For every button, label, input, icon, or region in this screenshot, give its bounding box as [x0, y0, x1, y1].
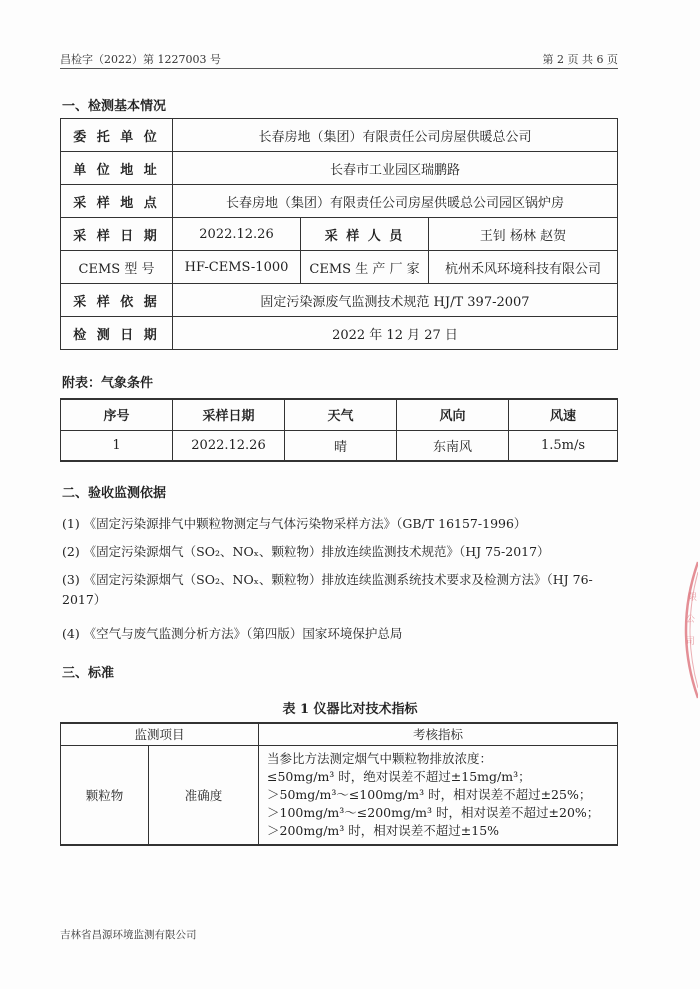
- footer-org: 吉林省昌源环境监测有限公司: [60, 929, 197, 941]
- criteria-line: ≤50mg/m³ 时，绝对误差不超过±15mg/m³；: [267, 768, 531, 784]
- table-cell: 1.5m/s: [509, 430, 618, 461]
- address-value: 长春市工业园区瑞鹏路: [173, 152, 618, 185]
- weather-table: [60, 398, 618, 462]
- sampling-date-value: 2022.12.26: [173, 218, 301, 251]
- monitoring-item: 颗粒物: [61, 745, 149, 845]
- test-date-value: 2022 年 12 月 27 日: [173, 317, 618, 350]
- client-value: 长春房地（集团）有限责任公司房屋供暖总公司: [173, 119, 618, 152]
- table-row: [61, 218, 618, 251]
- criteria-cell: [259, 745, 618, 845]
- client-label: 委 托 单 位: [61, 119, 173, 152]
- test-date-label: 检 测 日 期: [61, 317, 173, 350]
- column-header: 序号: [61, 399, 173, 430]
- table-cell: 东南风: [397, 430, 509, 461]
- table-row: [61, 251, 618, 284]
- svg-text:限: 限: [688, 593, 698, 603]
- page-number: 第 2 页 共 6 页: [542, 53, 618, 66]
- table-cell: 2022.12.26: [173, 430, 285, 461]
- column-header: 风速: [509, 399, 618, 430]
- reference-item: (3) 《固定污染源烟气（SO₂、NOₓ、颗粒物）排放连续监测系统技术要求及检测方法》（HJ 76-2017）: [62, 572, 593, 607]
- seal-stamp-icon: [668, 560, 698, 700]
- site-label: 采 样 地 点: [61, 185, 173, 218]
- basic-info-table: [60, 118, 618, 350]
- column-header: 天气: [285, 399, 397, 430]
- table-cell: 1: [61, 430, 173, 461]
- cems-maker-label: CEMS 生 产 厂 家: [301, 251, 429, 284]
- svg-text:公: 公: [686, 615, 696, 625]
- table-header-row: [61, 723, 618, 745]
- criteria-line: ＞200mg/m³ 时，相对误差不超过±15%: [267, 822, 500, 838]
- section1-title: 一、检测基本情况: [62, 99, 167, 114]
- weather-title: 附表：气象条件: [62, 376, 154, 391]
- reference-item: (2) 《固定污染源烟气（SO₂、NOₓ、颗粒物）排放连续监测技术规范》（HJ 75-2017）: [62, 544, 550, 559]
- cems-model-label: CEMS 型 号: [61, 251, 173, 284]
- section3-title: 三、标准: [62, 666, 115, 681]
- sampling-date-label: 采 样 日 期: [61, 218, 173, 251]
- indicator-table: [60, 722, 618, 846]
- column-header: 监测项目: [61, 723, 259, 745]
- table-row: [61, 185, 618, 218]
- table-row: [61, 317, 618, 350]
- table-row: [61, 152, 618, 185]
- sampling-staff-value: 王钊 杨林 赵贺: [429, 218, 618, 251]
- column-header: 采样日期: [173, 399, 285, 430]
- sampling-basis-label: 采 样 依 据: [61, 284, 173, 317]
- table-row: [61, 430, 618, 461]
- address-label: 单 位 地 址: [61, 152, 173, 185]
- table-caption: 表 1 仪器比对技术指标: [282, 702, 418, 717]
- table-header-row: [61, 399, 618, 430]
- reference-item: (4) 《空气与废气监测分析方法》（第四版）国家环境保护总局: [62, 626, 403, 641]
- table-row: [61, 745, 618, 845]
- section2-title: 二、验收监测依据: [62, 486, 167, 501]
- criteria-line: ＞50mg/m³～≤100mg/m³ 时，相对误差不超过±25%；: [267, 786, 592, 802]
- site-value: 长春房地（集团）有限责任公司房屋供暖总公司园区锅炉房: [173, 185, 618, 218]
- svg-text:司: 司: [686, 637, 696, 647]
- header-divider: [60, 68, 618, 69]
- reference-item: (1) 《固定污染源排气中颗粒物测定与气体污染物采样方法》（GB/T 16157-1996）: [62, 516, 527, 531]
- report-number: 昌检字（2022）第 1227003 号: [60, 53, 221, 66]
- metric-name: 准确度: [149, 745, 259, 845]
- sampling-staff-label: 采 样 人 员: [301, 218, 429, 251]
- sampling-basis-value: 固定污染源废气监测技术规范 HJ/T 397-2007: [173, 284, 618, 317]
- criteria-line: 当参比方法测定烟气中颗粒物排放浓度：: [267, 750, 493, 766]
- criteria-line: ＞100mg/m³～≤200mg/m³ 时，相对误差不超过±20%；: [267, 804, 600, 820]
- page-header: [60, 49, 618, 65]
- table-row: [61, 284, 618, 317]
- column-header: 风向: [397, 399, 509, 430]
- cems-maker-value: 杭州禾风环境科技有限公司: [429, 251, 618, 284]
- table-row: [61, 119, 618, 152]
- column-header: 考核指标: [259, 723, 618, 745]
- table-cell: 晴: [285, 430, 397, 461]
- cems-model-value: HF-CEMS-1000: [173, 251, 301, 284]
